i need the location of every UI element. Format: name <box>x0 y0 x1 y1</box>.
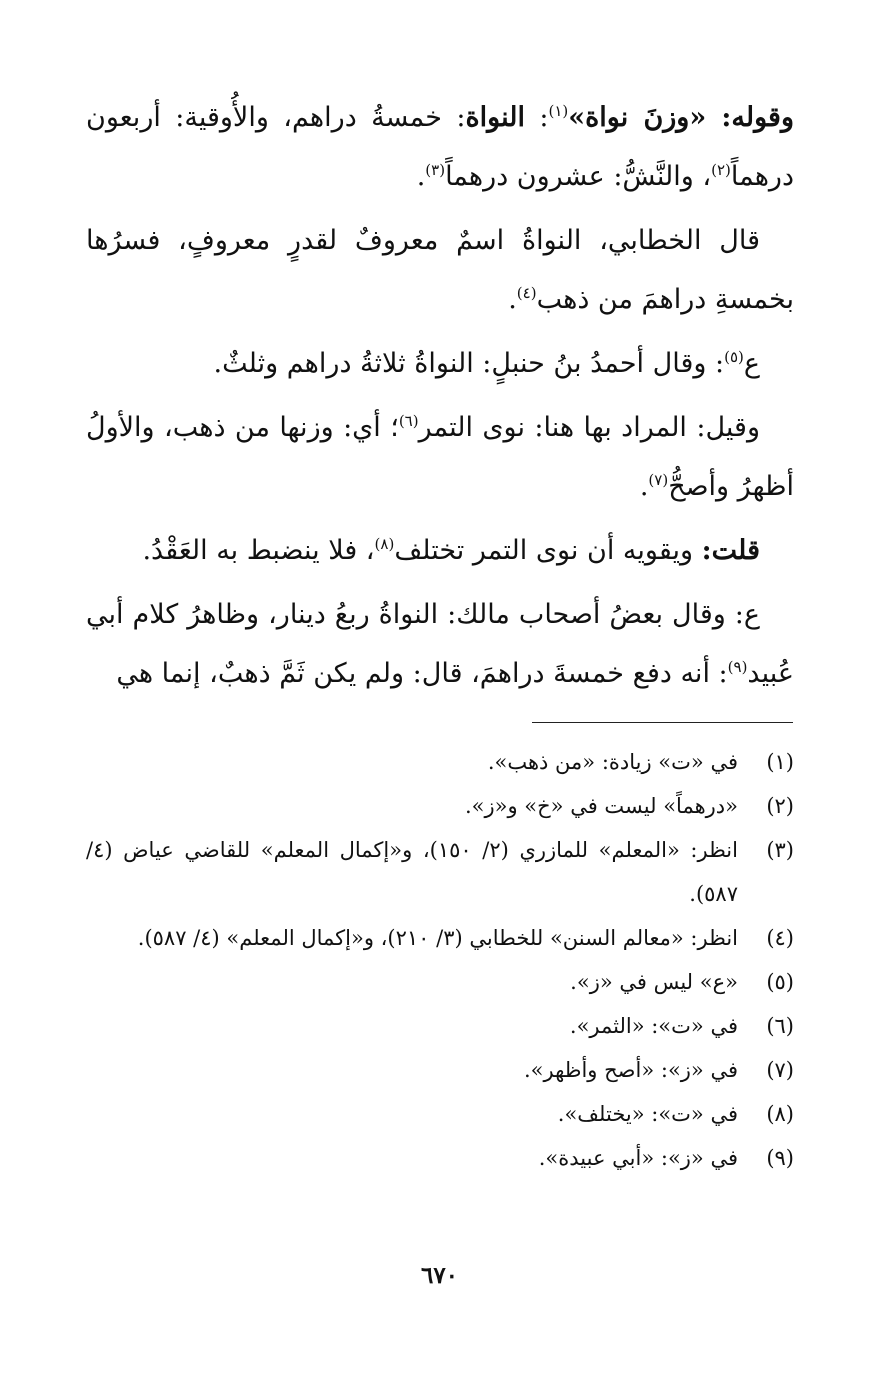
footnote-text: في «ت»: «الثمر». <box>569 1014 738 1038</box>
footnote-marker: (٩) <box>727 658 748 676</box>
footnote-marker: (٧) <box>648 471 669 489</box>
footnote-7 <box>86 1048 794 1092</box>
paragraph-2 <box>86 211 794 329</box>
paragraph-3 <box>86 334 794 393</box>
paragraph-text: ، والنَّشُّ: عشرون درهماً <box>445 161 712 192</box>
footnote-separator <box>532 722 793 723</box>
paragraph-1 <box>86 88 794 206</box>
footnote-marker: (٣) <box>425 161 446 179</box>
footnote-marker: (٤) <box>516 284 537 302</box>
footnote-marker: (٥) <box>724 348 744 366</box>
main-text <box>86 88 794 708</box>
footnote-text: في «ت» زيادة: «من ذهب». <box>487 750 738 774</box>
paragraph-text: . <box>508 284 517 315</box>
footnote-text: «ع» ليس في «ز». <box>570 970 738 994</box>
paragraph-lead: قلت: <box>701 535 760 566</box>
footnote-text: انظر: «المعلم» للمازري (٢/ ١٥٠)، و«إكمال المعلم» للقاضي عياض (٤/ ٥٨٧). <box>86 838 738 906</box>
paragraph-text: ويقويه أن نوى التمر تختلف <box>394 535 702 566</box>
footnote-1 <box>86 740 794 784</box>
paragraph-4 <box>86 398 794 516</box>
paragraph-text: وقيل: المراد بها هنا: نوى التمر <box>418 412 760 443</box>
paragraph-text: ، فلا ينضبط به العَقْدُ. <box>142 535 375 566</box>
footnotes <box>86 740 794 1180</box>
footnote-marker: (٦) <box>398 412 419 430</box>
bold-term: النواة <box>465 102 525 133</box>
paragraph-text: ع <box>743 348 760 379</box>
footnote-number: (٧) <box>766 1058 794 1082</box>
paragraph-6 <box>86 585 794 703</box>
footnote-2 <box>86 784 794 828</box>
paragraph-text: : أنه دفع خمسةَ دراهمَ، قال: ولم يكن ثَمَّ ذهبٌ، إنما هي <box>116 658 728 689</box>
footnote-3 <box>86 828 794 916</box>
footnote-number: (٥) <box>766 970 794 994</box>
paragraph-text: قال الخطابي، النواةُ اسمٌ معروفٌ لقدرٍ معروفٍ، فسرُها بخمسةِ دراهمَ من ذهب <box>86 225 794 315</box>
footnote-number: (٣) <box>766 838 794 862</box>
footnote-marker: (١) <box>548 102 569 120</box>
footnote-8 <box>86 1092 794 1136</box>
footnote-marker: (٢) <box>711 161 731 179</box>
footnote-9 <box>86 1136 794 1180</box>
footnote-text: في «ز»: «أبي عبيدة». <box>538 1146 738 1170</box>
paragraph-text: ؛ أي: وزنها من ذهب، والأولُ أظهرُ وأصحُّ <box>86 412 794 502</box>
footnote-number: (٨) <box>766 1102 794 1126</box>
page-number: ٦٧٠ <box>420 1262 459 1289</box>
footnote-text: «درهماً» ليست في «خ» و«ز». <box>464 794 738 818</box>
paragraph-text: . <box>416 161 426 192</box>
footnote-number: (٩) <box>766 1146 794 1170</box>
paragraph-text: . <box>639 471 649 502</box>
footnote-number: (٢) <box>766 794 794 818</box>
paragraph-text: : خمسةُ دراهم، والأُوقية: أربعون درهماً <box>86 102 794 192</box>
footnote-number: (٤) <box>766 926 794 950</box>
footnote-number: (٦) <box>766 1014 794 1038</box>
paragraph-text: ع: وقال بعضُ أصحاب مالك: النواةُ ربعُ دينار، وظاهرُ كلام أبي عُبيد <box>86 599 794 689</box>
footnote-marker: (٨) <box>374 535 395 553</box>
footnote-text: انظر: «معالم السنن» للخطابي (٣/ ٢١٠)، و«إكمال المعلم» (٤/ ٥٨٧). <box>137 926 738 950</box>
paragraph-text: : <box>524 102 549 133</box>
footnote-5 <box>86 960 794 1004</box>
footnote-number: (١) <box>766 750 794 774</box>
paragraph-text: : وقال أحمدُ بنُ حنبلٍ: النواةُ ثلاثةُ دراهم وثلثٌ. <box>213 348 725 379</box>
footnote-text: في «ز»: «أصح وأظهر». <box>523 1058 738 1082</box>
paragraph-5 <box>86 521 794 580</box>
paragraph-lead: وقوله: «وزنَ نواة» <box>568 102 794 133</box>
footnote-6 <box>86 1004 794 1048</box>
footnote-4 <box>86 916 794 960</box>
footnote-text: في «ت»: «يختلف». <box>557 1102 738 1126</box>
